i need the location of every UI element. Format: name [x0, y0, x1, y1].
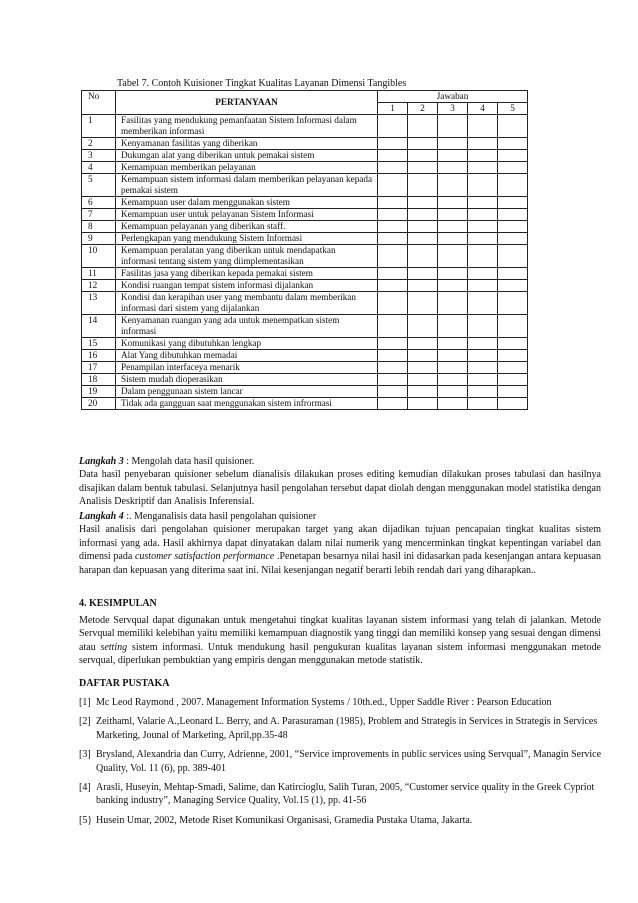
scale-header: 5 — [498, 103, 528, 115]
row-question: Fasilitas jasa yang diberikan kepada pemakai sistem — [116, 268, 378, 280]
reference-number: [1] — [79, 697, 91, 708]
row-number: 3 — [82, 150, 116, 162]
row-question: Sistem mudah dioperasikan — [116, 374, 378, 386]
row-number: 4 — [82, 162, 116, 174]
table-row — [82, 115, 528, 138]
answer-cell[interactable] — [378, 398, 408, 410]
pustaka-heading: DAFTAR PUSTAKA — [79, 678, 170, 689]
answer-cell[interactable] — [408, 115, 438, 138]
answer-cell[interactable] — [438, 115, 468, 138]
answer-cell[interactable] — [498, 115, 528, 138]
answer-cell[interactable] — [498, 245, 528, 268]
answer-cell[interactable] — [498, 386, 528, 398]
table-row — [82, 197, 528, 209]
answer-cell[interactable] — [408, 268, 438, 280]
scale-header: 4 — [468, 103, 498, 115]
row-number: 18 — [82, 374, 116, 386]
answer-cell[interactable] — [378, 292, 408, 315]
reference-item — [79, 748, 603, 775]
row-question: Dukungan alat yang diberikan untuk pemakai sistem — [116, 150, 378, 162]
answer-cell[interactable] — [438, 315, 468, 338]
answer-cell[interactable] — [408, 292, 438, 315]
answer-cell[interactable] — [408, 138, 438, 150]
table-row — [82, 338, 528, 350]
row-question: Komunikasi yang dibutuhkan lengkap — [116, 338, 378, 350]
answer-cell[interactable] — [468, 209, 498, 221]
answer-cell[interactable] — [408, 245, 438, 268]
langkah-4-body-b: .Penetapan besarnya nilai hasil ini didasarkan pada kesenjangan antara kepuasan harapan dan kepuasan yang diterima saat ini. Nilai kesenjangan negatif berarti lebih rendah dari yang diharapkan.. — [79, 551, 601, 576]
answer-cell[interactable] — [468, 280, 498, 292]
reference-text: Husein Umar, 2002, Metode Riset Komunikasi Organisasi, Gramedia Pustaka Utama, Jakarta. — [96, 814, 473, 826]
answer-cell[interactable] — [438, 174, 468, 197]
kesimpulan-body-a: Metode Servqual dapat digunakan untuk mengetahui tingkat kualitas layanan sistem informasi yang telah di jalankan. Metode Servqual memiliki kelebihan yaitu memiliki kemampuan diagnostik yang tinggi dan memiliki konsep yang sesuai dengan dimensi atau — [79, 615, 601, 653]
answer-cell[interactable] — [408, 338, 438, 350]
row-question: Kenyamanan ruangan yang ada untuk menempatkan sistem informasi — [116, 315, 378, 338]
answer-cell[interactable] — [438, 197, 468, 209]
answer-cell[interactable] — [468, 162, 498, 174]
answer-cell[interactable] — [468, 138, 498, 150]
answer-cell[interactable] — [498, 398, 528, 410]
answer-cell[interactable] — [438, 221, 468, 233]
answer-cell[interactable] — [498, 197, 528, 209]
row-number: 8 — [82, 221, 116, 233]
table-row — [82, 162, 528, 174]
answer-cell[interactable] — [468, 115, 498, 138]
table-row — [82, 374, 528, 386]
row-number: 1 — [82, 115, 116, 138]
row-number: 7 — [82, 209, 116, 221]
row-question: Kemampuan memberikan pelayanan — [116, 162, 378, 174]
answer-cell[interactable] — [378, 386, 408, 398]
answer-cell[interactable] — [498, 162, 528, 174]
row-question: Alat Yang dibutuhkan memadai — [116, 350, 378, 362]
answer-cell[interactable] — [438, 245, 468, 268]
answer-cell[interactable] — [408, 362, 438, 374]
row-number: 17 — [82, 362, 116, 374]
answer-cell[interactable] — [378, 245, 408, 268]
answer-cell[interactable] — [438, 162, 468, 174]
answer-cell[interactable] — [468, 245, 498, 268]
answer-cell[interactable] — [378, 374, 408, 386]
answer-cell[interactable] — [438, 138, 468, 150]
answer-cell[interactable] — [378, 315, 408, 338]
answer-cell[interactable] — [438, 209, 468, 221]
answer-cell[interactable] — [438, 386, 468, 398]
langkah-4-body-a: Hasil analisis dari pengolahan quisioner merupakan target yang akan dijadikan tujuan pencapaian tingkat kualitas sistem informasi yang ada. Hasil akhirnya dapat dinyatakan dalam nilai numerik yang mencerminkan tingkat kepentingan variabel dan dimensi pada — [79, 524, 601, 563]
table-row — [82, 233, 528, 245]
answer-cell[interactable] — [498, 209, 528, 221]
reference-item — [79, 814, 603, 827]
row-number: 5 — [82, 174, 116, 197]
row-number: 9 — [82, 233, 116, 245]
answer-cell[interactable] — [378, 115, 408, 138]
answer-cell[interactable] — [408, 221, 438, 233]
kesimpulan-body — [79, 614, 601, 668]
answer-cell[interactable] — [468, 221, 498, 233]
table-row — [82, 280, 528, 292]
scale-header: 1 — [378, 103, 408, 115]
answer-cell[interactable] — [468, 233, 498, 245]
row-number: 12 — [82, 280, 116, 292]
questionnaire-table — [81, 90, 528, 410]
kesimpulan-body-italic: setting — [100, 641, 128, 653]
answer-cell[interactable] — [408, 315, 438, 338]
answer-cell[interactable] — [378, 138, 408, 150]
row-question: Kemampuan sistem informasi dalam memberikan pelayanan kepada pemakai sistem — [116, 174, 378, 197]
questionnaire-body — [82, 115, 528, 410]
table-row — [82, 315, 528, 338]
row-question: Fasilitas yang mendukung pemanfaatan Sistem Informasi dalam memberikan informasi — [116, 115, 378, 138]
row-number: 14 — [82, 315, 116, 338]
row-number: 2 — [82, 138, 116, 150]
answer-cell[interactable] — [378, 150, 408, 162]
header-no: No — [82, 91, 116, 115]
reference-text: Zeithaml, Valarie A.,Leonard L. Berry, and A. Parasuraman (1985), Problem and Strategis in Services in Strategis in Services Marketing, Jounal of Marketing, April,pp.35-48 — [96, 716, 598, 741]
answer-cell[interactable] — [378, 268, 408, 280]
table-caption: Tabel 7. Contoh Kuisioner Tingkat Kualitas Layanan Dimensi Tangibles — [117, 78, 407, 89]
answer-cell[interactable] — [468, 150, 498, 162]
table-row — [82, 362, 528, 374]
answer-cell[interactable] — [408, 162, 438, 174]
answer-cell[interactable] — [408, 386, 438, 398]
answer-cell[interactable] — [498, 315, 528, 338]
row-number: 15 — [82, 338, 116, 350]
answer-cell[interactable] — [468, 338, 498, 350]
answer-cell[interactable] — [438, 268, 468, 280]
table-row — [82, 150, 528, 162]
langkah-4-section — [79, 510, 601, 577]
answer-cell[interactable] — [408, 374, 438, 386]
table-row — [82, 245, 528, 268]
answer-cell[interactable] — [438, 233, 468, 245]
row-question: Kondisi ruangan tempat sistem informasi dijalankan — [116, 280, 378, 292]
reference-text: Arasli, Huseyin, Mehtap-Smadi, Salime, dan Katircioglu, Salih Turan, 2005, “Customer service quality in the Greek Cypriot banking industry”, Managing Service Quality, Vol.15 (1), pp. 41-56 — [96, 782, 595, 807]
langkah-4-body-italic: customer satisfaction performance — [134, 551, 275, 563]
reference-text: Mc Leod Raymond , 2007. Management Information Systems / 10th.ed., Upper Saddle River : Pearson Education — [96, 697, 552, 708]
row-number: 11 — [82, 268, 116, 280]
answer-cell[interactable] — [438, 362, 468, 374]
answer-cell[interactable] — [378, 209, 408, 221]
answer-cell[interactable] — [438, 350, 468, 362]
scale-header: 3 — [438, 103, 468, 115]
row-question: Kemampuan user untuk pelayanan Sistem Informasi — [116, 209, 378, 221]
row-number: 13 — [82, 292, 116, 315]
row-number: 19 — [82, 386, 116, 398]
answer-cell[interactable] — [378, 233, 408, 245]
kesimpulan-heading: 4. KESIMPULAN — [79, 598, 157, 609]
answer-cell[interactable] — [408, 174, 438, 197]
reference-item — [79, 696, 603, 709]
row-question: Kemampuan peralatan yang diberikan untuk mendapatkan informasi tentang sistem yang diimplementasikan — [116, 245, 378, 268]
table-row — [82, 268, 528, 280]
answer-cell[interactable] — [378, 338, 408, 350]
kesimpulan-body-b: sistem informasi. Untuk mendukung hasil pengukuran kualitas layanan sistem informasi menggunakan metode servqual, diperlukan pembuktian yang empiris dengan menggunakan metode statistik. — [79, 641, 601, 667]
answer-cell[interactable] — [498, 150, 528, 162]
answer-cell[interactable] — [378, 362, 408, 374]
answer-cell[interactable] — [378, 350, 408, 362]
table-row — [82, 138, 528, 150]
table-row — [82, 174, 528, 197]
reference-number: [2] — [79, 716, 91, 728]
table-row — [82, 386, 528, 398]
answer-cell[interactable] — [468, 315, 498, 338]
header-answer: Jawaban — [378, 91, 528, 103]
answer-cell[interactable] — [438, 398, 468, 410]
answer-cell[interactable] — [468, 350, 498, 362]
answer-cell[interactable] — [408, 398, 438, 410]
row-question: Dalam penggunaan sistem lancar — [116, 386, 378, 398]
answer-cell[interactable] — [498, 268, 528, 280]
answer-cell[interactable] — [498, 233, 528, 245]
answer-cell[interactable] — [498, 338, 528, 350]
scale-header: 2 — [408, 103, 438, 115]
header-question: PERTANYAAN — [116, 91, 378, 115]
row-number: 20 — [82, 398, 116, 410]
answer-cell[interactable] — [378, 174, 408, 197]
answer-cell[interactable] — [498, 362, 528, 374]
answer-cell[interactable] — [498, 174, 528, 197]
langkah-3-label: Langkah 3 — [79, 456, 124, 467]
answer-cell[interactable] — [498, 350, 528, 362]
answer-cell[interactable] — [468, 398, 498, 410]
table-row — [82, 350, 528, 362]
row-number: 6 — [82, 197, 116, 209]
answer-cell[interactable] — [468, 374, 498, 386]
answer-cell[interactable] — [408, 209, 438, 221]
answer-cell[interactable] — [468, 292, 498, 315]
row-number: 16 — [82, 350, 116, 362]
row-question: Penampilan interfaceya menarik — [116, 362, 378, 374]
answer-cell[interactable] — [378, 197, 408, 209]
langkah-4-title: :. Menganalisis data hasil pengolahan quisioner — [123, 511, 317, 522]
reference-number: [4] — [79, 782, 91, 794]
table-row — [82, 398, 528, 410]
answer-cell[interactable] — [468, 386, 498, 398]
answer-cell[interactable] — [408, 233, 438, 245]
row-question: Tidak ada gangguan saat menggunakan sistem infrormasi — [116, 398, 378, 410]
answer-cell[interactable] — [498, 221, 528, 233]
answer-cell[interactable] — [468, 362, 498, 374]
answer-cell[interactable] — [408, 280, 438, 292]
answer-cell[interactable] — [438, 280, 468, 292]
langkah-3-body: Data hasil penyebaran quisioner sebelum dianalisis dilakukan proses editing kemudian dilakukan proses tabulasi dan hasilnya disajikan dalam bentuk tabulasi. Selanjutnya hasil pengolahan tersebut dapat diolah dengan menggunakan model statistika dengan Analisis Deskriptif dan Analisis Inferensial. — [79, 469, 601, 508]
row-question: Perlengkapan yang mendukung Sistem Informasi — [116, 233, 378, 245]
row-question: Kenyamanan fasilitas yang diberikan — [116, 138, 378, 150]
reference-item — [79, 781, 603, 808]
reference-number: [3] — [79, 749, 91, 761]
answer-cell[interactable] — [438, 338, 468, 350]
answer-cell[interactable] — [378, 221, 408, 233]
langkah-3-section — [79, 455, 601, 509]
answer-cell[interactable] — [468, 197, 498, 209]
langkah-3-title: : Mengolah data hasil quisioner. — [123, 456, 255, 467]
answer-cell[interactable] — [408, 197, 438, 209]
answer-cell[interactable] — [408, 350, 438, 362]
answer-cell[interactable] — [468, 174, 498, 197]
answer-cell[interactable] — [378, 162, 408, 174]
answer-cell[interactable] — [408, 150, 438, 162]
answer-cell[interactable] — [438, 150, 468, 162]
langkah-4-label: Langkah 4 — [79, 511, 124, 522]
reference-text: Brysland, Alexandria dan Curry, Adrienne, 2001, “Service improvements in public services using Servqual”, Managin Service Quality, Vol. 11 (6), pp. 389-401 — [96, 749, 602, 774]
answer-cell[interactable] — [498, 138, 528, 150]
reference-list — [79, 696, 603, 833]
answer-cell[interactable] — [438, 374, 468, 386]
table-row — [82, 292, 528, 315]
table-row — [82, 221, 528, 233]
answer-cell[interactable] — [468, 268, 498, 280]
reference-number: [5} — [79, 814, 93, 826]
row-question: Kemampuan pelayanan yang diberikan staff. — [116, 221, 378, 233]
reference-item — [79, 715, 603, 742]
answer-cell[interactable] — [498, 374, 528, 386]
row-number: 10 — [82, 245, 116, 268]
table-row — [82, 209, 528, 221]
row-question: Kondisi dan kerapihan user yang membantu dalam memberikan informasi dari sistem yang dijalankan — [116, 292, 378, 315]
answer-cell[interactable] — [438, 292, 468, 315]
answer-cell[interactable] — [498, 292, 528, 315]
row-question: Kemampuan user dalam menggunakan sistem — [116, 197, 378, 209]
answer-cell[interactable] — [498, 280, 528, 292]
answer-cell[interactable] — [378, 280, 408, 292]
